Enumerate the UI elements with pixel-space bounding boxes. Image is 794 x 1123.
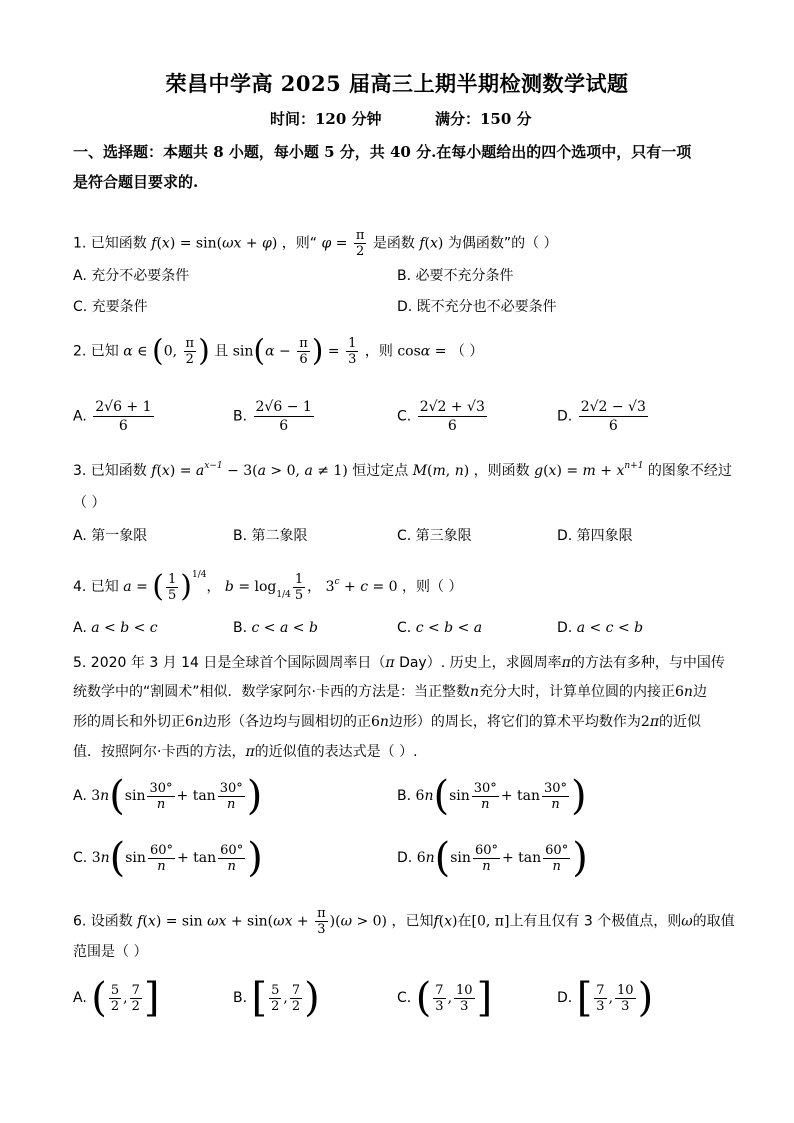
q3-option-d: D. 第四象限 xyxy=(557,528,633,544)
exam-time: 时间：120 分钟 xyxy=(270,110,382,128)
question-4: 4. 已知 a = ( $\frac{1}{5}$ )$^{1/4}$， $b = \log_{1/4}$ $\frac{1}{5}$ ， $3^c + c = 0$ ，则（ ） xyxy=(73,569,463,604)
exam-score: 满分：150 分 xyxy=(435,110,532,128)
q2-option-a: A. $\frac{2√6 + 1}{6}$ xyxy=(73,399,152,434)
q3-suffix: 的图象不经过 xyxy=(647,463,732,479)
q2-prefix: 2. 已知 xyxy=(73,343,119,360)
q3-mid2: ，则函数 xyxy=(473,463,530,479)
q1-prefix: 1. 已知函数 xyxy=(73,235,147,252)
question-5-line4: 值．按照阿尔·卡西的方法，π的近似值的表达式是（ ）. xyxy=(73,744,418,760)
question-5-line1: 5. 2020 年 3 月 14 日是全球首个国际圆周率日（π Day）. 历史上，求圆周率π的方法有多种，与中国传 xyxy=(73,655,725,671)
q6-line2: 范围是（ ） xyxy=(73,944,148,960)
q2-option-c: C. $\frac{2√2 + √3}{6}$ xyxy=(397,399,485,434)
page-title: 荣昌中学高 2025 届高三上期半期检测数学试题 xyxy=(165,71,629,96)
q2-end: （ ） xyxy=(450,343,484,360)
q4-option-b: B. c < a < b xyxy=(233,620,318,636)
question-1: 1. 已知函数 f(x) = sin(ωx + φ) ，则“ φ = $\frac{\pi}{2}$ 是函数 f(x) 为偶函数”的（ ） xyxy=(73,228,558,259)
q1-option-d: D. 既不充分也不必要条件 xyxy=(397,299,557,315)
q1-option-c: C. 充要条件 xyxy=(73,299,148,315)
q1-option-b: B. 必要不充分条件 xyxy=(397,268,514,284)
q2-option-d: D. $\frac{2√2 - √3}{6}$ xyxy=(557,399,646,434)
question-5-line2: 统数学中的“割圆术”相似．数学家阿尔·卡西的方法是：当正整数n充分大时，计算单位圆的内接正6n边 xyxy=(73,684,707,700)
q3-option-c: C. 第三象限 xyxy=(397,528,472,544)
q4-option-c: C. c < b < a xyxy=(397,620,483,636)
section-heading-line2: 是符合题目要求的. xyxy=(73,173,199,191)
question-2: 2. 已知 α ∈ (0, $\frac{\pi}{2}$ ) 且 sin(α − $\frac{\pi}{6}$ ) = $\frac{1}{3}$ ，则 cosα = （ ） xyxy=(73,333,484,369)
q3-prefix: 3. 已知函数 xyxy=(73,463,147,479)
q6-option-d: D. [ $\frac{7}{3}$ , $\frac{10}{3}$ ) xyxy=(557,975,654,1021)
q1-suffix-a: 是函数 xyxy=(372,235,415,252)
q1-function: f xyxy=(151,235,157,252)
question-3: 3. 已知函数 $f(x) = a^{x-1} - 3(a > 0$, a ≠ 1) 恒过定点 M(m, n) ，则函数 $g(x) = m + x^{n+1}$ 的图象不经过 xyxy=(73,461,732,479)
q4-then: ，则（ ） xyxy=(402,579,463,595)
q1-option-a: A. 充分不必要条件 xyxy=(73,268,190,284)
q5-option-c: C. 3n(sin $\frac{60^\circ}{n}$ + tan $\frac{60^\circ}{n}$ ) xyxy=(73,835,263,881)
q2-then: ，则 xyxy=(364,343,393,360)
q5-option-d: D. 6n(sin $\frac{60^\circ}{n}$ + tan $\frac{60^\circ}{n}$ ) xyxy=(397,835,588,881)
q6-option-a: A. ( $\frac{5}{2}$ , $\frac{7}{2}$ ] xyxy=(73,975,160,1021)
q3-mid: 恒过定点 xyxy=(352,463,409,479)
q4-option-a: A. a < b < c xyxy=(73,620,158,636)
q1-suffix-b: 为偶函数”的（ ） xyxy=(447,235,558,252)
q2-option-b: B. $\frac{2√6 - 1}{6}$ xyxy=(233,399,312,434)
q4-option-d: D. a < c < b xyxy=(557,620,644,636)
q5-option-b: B. 6n(sin $\frac{30^\circ}{n}$ + tan $\frac{30^\circ}{n}$ ) xyxy=(397,773,587,819)
q3-option-b: B. 第二象限 xyxy=(233,528,308,544)
q3-paren: （ ） xyxy=(73,495,106,511)
q1-phi-fraction: $\frac{\pi}{2}$ xyxy=(355,228,365,259)
q4-prefix: 4. 已知 xyxy=(73,579,119,595)
q1-mid: ，则“ xyxy=(281,235,317,252)
section-heading-line1: 一、选择题：本题共 8 小题，每小题 5 分，共 40 分.在每小题给出的四个选项中，只有一项 xyxy=(73,143,692,161)
q5-option-a: A. 3n(sin $\frac{30^\circ}{n}$ + tan $\frac{30^\circ}{n}$ ) xyxy=(73,773,263,819)
question-6: 6. 设函数 f(x) = sin ωx + sin(ωx + $\frac{\pi}{3}$ )(ω > 0) ，已知f(x)在[0, π]上有且仅有 3 个极值点，则ω的取值 xyxy=(73,906,735,937)
q2-and: 且 xyxy=(214,343,229,360)
q6-option-c: C. ( $\frac{7}{3}$ , $\frac{10}{3}$ ] xyxy=(397,975,493,1021)
q3-option-a: A. 第一象限 xyxy=(73,528,148,544)
q6-option-b: B. [ $\frac{5}{2}$ , $\frac{7}{2}$ ) xyxy=(233,975,320,1021)
question-5-line3: 形的周长和外切正6n边形（各边均与圆相切的正6n边形）的周长，将它们的算术平均数作为2π的近似 xyxy=(73,714,702,730)
